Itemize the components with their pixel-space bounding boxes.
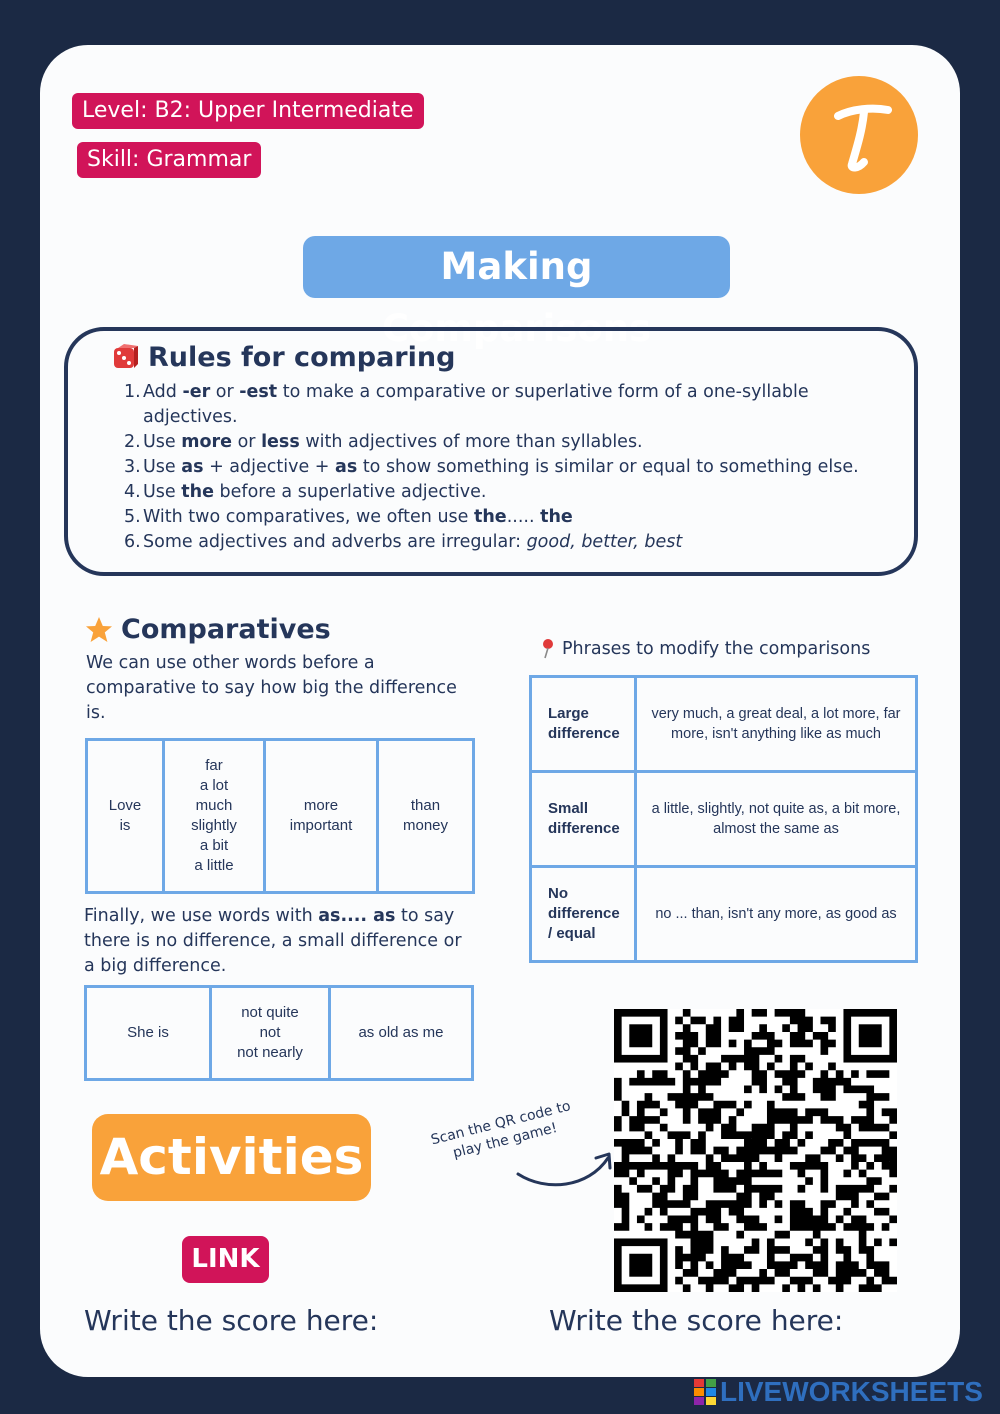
rule-text: [143, 530, 682, 555]
star-icon: [85, 616, 113, 644]
cell-line: a little: [194, 857, 234, 874]
text: Use: [143, 457, 182, 477]
rule-text: [143, 455, 859, 480]
cell-line: No: [548, 885, 568, 902]
cell-line: slightly: [191, 817, 237, 834]
cell-line: than: [410, 797, 441, 814]
text: to make a comparative or superlative form of a one-syllable adjectives.: [143, 382, 809, 427]
cell-line: She is: [127, 1024, 169, 1041]
cell-line: is: [119, 817, 131, 834]
comparatives-intro: We can use other words before a comparative to say how big the difference is.: [86, 653, 457, 723]
rule-text: [143, 430, 643, 455]
text: .....: [506, 507, 541, 527]
liveworksheets-logo-icon: [694, 1379, 716, 1405]
list-number: 6.: [124, 532, 141, 552]
cell-line: / equal: [548, 925, 596, 942]
phrases-table: [529, 675, 918, 963]
table-cell: [211, 987, 330, 1080]
t-letter-icon: [800, 76, 918, 194]
dice-icon: [112, 344, 140, 372]
text: Finally, we use words with: [84, 906, 319, 926]
table-cell: [531, 677, 636, 772]
cell-line: Large: [548, 705, 589, 722]
pushpin-icon: [540, 638, 556, 660]
bold-text: more: [181, 432, 233, 452]
table-cell: a little, slightly, not quite as, a bit more, almost the same as: [636, 772, 917, 867]
level-badge: Level: B2: Upper Intermediate: [72, 93, 424, 129]
list-number: 2.: [124, 432, 141, 452]
bold-text: -est: [239, 382, 278, 402]
scan-hint: Scan the QR code to play the game!: [429, 1098, 573, 1162]
table-cell: very much, a great deal, a lot more, far more, isn't anything like as much: [636, 677, 917, 772]
list-number: 4.: [124, 482, 141, 502]
text: Add: [143, 382, 183, 402]
cell-line: not quite: [241, 1004, 299, 1021]
text: Use: [143, 482, 182, 502]
cell-line: difference: [548, 905, 620, 922]
teacher-logo: [800, 76, 918, 194]
bold-text: as.... as: [318, 906, 396, 926]
cell-line: Small: [548, 800, 589, 817]
bold-text: as: [181, 457, 204, 477]
cell-line: much: [195, 797, 233, 814]
rule-text: [143, 480, 486, 505]
cell-line: Love: [108, 797, 142, 814]
page-title: Making Comparisons: [303, 236, 730, 298]
comparatives-table: [85, 738, 475, 894]
cell-line: difference: [548, 820, 620, 837]
table-row: [531, 677, 917, 772]
score-prompt-right: Write the score here:: [549, 1304, 844, 1337]
table-cell: no ... than, isn't any more, as good as: [636, 867, 917, 962]
table-row: [531, 772, 917, 867]
qr-code-icon: [614, 1009, 897, 1292]
text: With two comparatives, we often use: [143, 507, 474, 527]
bold-text: the: [181, 482, 214, 502]
table-cell: [330, 987, 473, 1080]
rule-text: [143, 380, 884, 430]
text: Use: [143, 432, 182, 452]
list-number: 3.: [124, 457, 141, 477]
text: Some adjectives and adverbs are irregular:: [143, 532, 527, 552]
bold-text: the: [540, 507, 573, 527]
list-item: [124, 505, 884, 530]
text: before a superlative adjective.: [213, 482, 487, 502]
cell-line: important: [289, 817, 353, 834]
list-number: 5.: [124, 507, 141, 527]
qr-code[interactable]: [614, 1009, 897, 1292]
table-cell: [87, 740, 164, 893]
rules-title: Rules for comparing: [148, 342, 456, 373]
comparatives-title: Comparatives: [121, 614, 331, 645]
list-number: 1.: [124, 382, 141, 402]
cell-line: a bit: [199, 837, 229, 854]
as-as-explanation: [84, 904, 474, 979]
text: or: [232, 432, 262, 452]
cell-line: not: [259, 1024, 281, 1041]
table-cell: [86, 987, 211, 1080]
activities-banner: Activities: [92, 1114, 371, 1201]
score-prompt-left: Write the score here:: [84, 1304, 379, 1337]
table-cell: [531, 867, 636, 962]
rules-list: [124, 380, 884, 555]
cell-line: difference: [548, 725, 620, 742]
table-cell: [164, 740, 265, 893]
comparatives-heading: [85, 614, 331, 645]
link-button[interactable]: LINK: [182, 1236, 269, 1283]
cell-line: far: [205, 757, 223, 774]
list-item: [124, 430, 884, 455]
cell-line: not nearly: [237, 1044, 303, 1061]
phrases-title: Phrases to modify the comparisons: [562, 639, 871, 659]
list-item: [124, 380, 884, 430]
list-item: [124, 455, 884, 480]
text: to show something is similar or equal to something else.: [357, 457, 859, 477]
list-item: [124, 480, 884, 505]
skill-badge: Skill: Grammar: [77, 142, 261, 178]
rule-text: [143, 505, 573, 530]
liveworksheets-watermark: [694, 1376, 983, 1408]
rules-heading: [112, 342, 455, 373]
bold-text: the: [473, 507, 507, 527]
watermark-text: LIVEWORKSHEETS: [720, 1376, 983, 1407]
text: to say there is no difference, a small difference or a big difference.: [84, 906, 462, 976]
text: + adjective +: [203, 457, 336, 477]
curved-arrow-icon: [512, 1148, 618, 1196]
table-cell: [265, 740, 378, 893]
bold-text: as: [335, 457, 358, 477]
as-as-table: [84, 985, 474, 1081]
table-cell: [531, 772, 636, 867]
text: or: [210, 382, 240, 402]
italic-text: good, better, best: [526, 532, 683, 552]
cell-line: more: [303, 797, 339, 814]
cell-line: a lot: [199, 777, 229, 794]
phrases-heading: [540, 638, 870, 660]
cell-line: money: [402, 817, 449, 834]
text: with adjectives of more than syllables.: [299, 432, 643, 452]
list-item: [124, 530, 884, 555]
bold-text: -er: [182, 382, 211, 402]
table-cell: [378, 740, 474, 893]
table-row: [531, 867, 917, 962]
cell-line: as old as me: [358, 1024, 444, 1041]
bold-text: less: [261, 432, 300, 452]
